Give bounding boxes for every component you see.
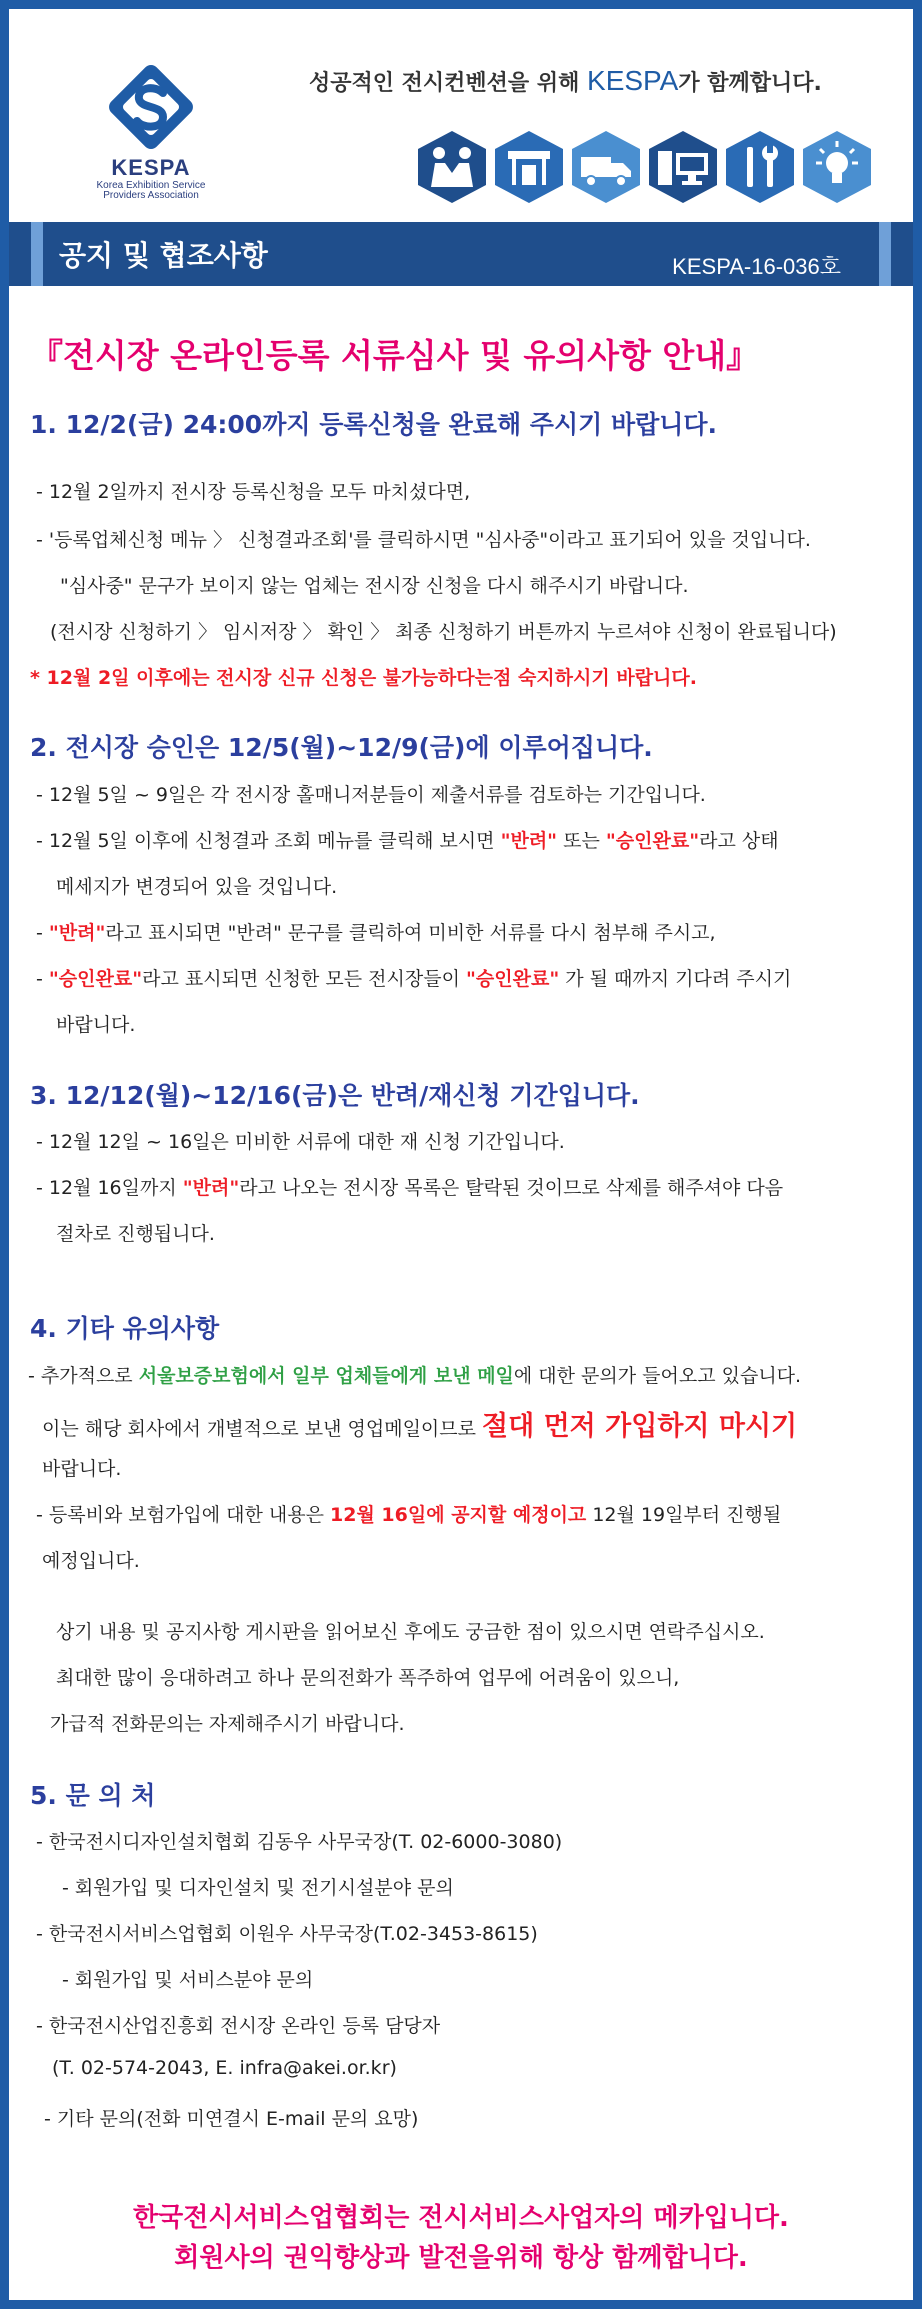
notice-code: KESPA-16-036호: [672, 254, 841, 279]
status-approved: "승인완료": [48, 968, 143, 990]
section-1-line-3: "심사중" 문구가 보이지 않는 업체는 전시장 신청을 다시 해주시기 바랍니다.: [60, 575, 689, 597]
text: 12월 19일부터 진행될: [586, 1504, 782, 1526]
section-3-line-2: [36, 1173, 783, 1200]
kespa-logo-mark-icon: [101, 57, 201, 157]
logo-subtitle-line-1: Korea Exhibition Service: [96, 180, 206, 191]
section-2-line-4: [36, 918, 716, 945]
text: 에 대한 문의가 들어오고 있습니다.: [513, 1365, 802, 1387]
slogan-brand: KESPA: [587, 65, 679, 96]
service-icons: [415, 129, 875, 205]
logo-name: KESPA: [111, 155, 191, 180]
text: 라고 표시되면 신청한 모든 전시장들이: [142, 968, 466, 990]
section-2-line-3: 메세지가 변경되어 있을 것입니다.: [56, 876, 338, 898]
text: - 등록비와 보험가입에 대한 내용은: [36, 1504, 331, 1526]
truck-icon: [569, 129, 643, 205]
section-2-line-5: [36, 964, 791, 991]
text: - 12월 16일까지: [36, 1177, 183, 1199]
text: 라고 상태: [699, 830, 779, 852]
logo-subtitle: [91, 181, 211, 201]
section-2-heading: 2. 전시장 승인은 12/5(월)~12/9(금)에 이루어집니다.: [30, 733, 653, 762]
contact-line-5: - 한국전시산업진흥회 전시장 온라인 등록 담당자: [36, 2015, 441, 2037]
status-approved: "승인완료": [605, 830, 700, 852]
section-1-warning: * 12월 2일 이후에는 전시장 신규 신청은 불가능하다는점 숙지하시기 바랍니다.: [30, 667, 697, 689]
slogan-text-end: 가 함께합니다.: [678, 71, 822, 96]
section-4-line-1: [28, 1361, 801, 1388]
notice-bar-title: 공지 및 협조사항: [59, 239, 268, 272]
section-4-line-2: [42, 1404, 797, 1443]
text: 이는 해당 회사에서 개별적으로 보낸 영업메일이므로: [42, 1418, 483, 1440]
computer-icon: [646, 129, 720, 205]
section-1-line-1: - 12월 2일까지 전시장 등록신청을 모두 마치셨다면,: [36, 481, 471, 503]
text: 가 될 때까지 기다려 주시기: [559, 968, 792, 990]
text: 또는: [557, 830, 606, 852]
handshake-icon: [415, 129, 489, 205]
section-1-line-2: - '등록업체신청 메뉴 〉 신청결과조회'를 클릭하시면 "심사중"이라고 표기되어 있을 것입니다.: [36, 529, 811, 551]
section-1-line-4: (전시장 신청하기 〉 임시저장 〉 확인 〉 최종 신청하기 버튼까지 누르셔야 신청이 완료됩니다): [50, 621, 837, 643]
highlight-red: 12월 16일에 공지할 예정이고: [330, 1504, 587, 1526]
section-4-line-5: 예정입니다.: [42, 1550, 140, 1572]
footer-line-1: 한국전시서비스업협회는 전시서비스사업자의 메카입니다.: [133, 2203, 789, 2233]
section-2-line-1: - 12월 5일 ~ 9일은 각 전시장 홀매니저분들이 제출서류를 검토하는 기간입니다.: [36, 784, 706, 806]
section-3-line-3: 절차로 진행됩니다.: [56, 1223, 215, 1245]
section-3-line-1: - 12월 12일 ~ 16일은 미비한 서류에 대한 재 신청 기간입니다.: [36, 1131, 565, 1153]
main-title: 『전시장 온라인등록 서류심사 및 유의사항 안내』: [30, 336, 760, 375]
contact-line-2: - 회원가입 및 디자인설치 및 전기시설분야 문의: [62, 1877, 454, 1899]
text: -: [36, 922, 49, 944]
booth-desk-icon: [492, 129, 566, 205]
contact-line-1: - 한국전시디자인설치협회 김동우 사무국장(T. 02-6000-3080): [36, 1831, 563, 1853]
status-rejected: "반려": [48, 922, 106, 944]
tools-icon: [723, 129, 797, 205]
section-4-line-4: [36, 1500, 781, 1527]
section-2-line-2: [36, 826, 779, 853]
text: 라고 표시되면 "반려" 문구를 클릭하여 미비한 서류를 다시 첨부해 주시고,: [105, 922, 716, 944]
section-1-heading: 1. 12/2(금) 24:00까지 등록신청을 완료해 주시기 바랍니다.: [30, 410, 718, 439]
text: - 12월 5일 이후에 신청결과 조회 메뉴를 클릭해 보시면: [36, 830, 501, 852]
section-2-line-6: 바랍니다.: [56, 1014, 136, 1036]
kespa-logo: [91, 57, 211, 207]
bar-accent-left: [31, 222, 43, 286]
text: 라고 나오는 전시장 목록은 탈락된 것이므로 삭제를 해주셔야 다음: [239, 1177, 784, 1199]
contact-line-6: (T. 02-574-2043, E. infra@akei.or.kr): [52, 2057, 397, 2079]
status-approved: "승인완료": [466, 968, 560, 990]
section-3-heading: 3. 12/12(월)~12/16(금)은 반려/재신청 기간입니다.: [30, 1081, 640, 1110]
contact-line-3: - 한국전시서비스업협회 이원우 사무국장(T.02-3453-8615): [36, 1923, 538, 1945]
slogan-text: 성공적인 전시컨벤션을 위해: [309, 71, 588, 96]
contact-line-4: - 회원가입 및 서비스분야 문의: [62, 1969, 314, 1991]
section-5-heading: 5. 문 의 처: [30, 1781, 156, 1810]
lightbulb-icon: [800, 129, 874, 205]
text: - 추가적으로: [28, 1365, 139, 1387]
notice-bar: [9, 222, 913, 286]
section-4-paragraph-2: 최대한 많이 응대하려고 하나 문의전화가 폭주하여 업무에 어려움이 있으니,: [56, 1667, 680, 1689]
highlight-warning: 절대 먼저 가입하지 마시기: [482, 1411, 798, 1442]
section-4-paragraph-1: 상기 내용 및 공지사항 게시판을 읽어보신 후에도 궁금한 점이 있으시면 연락주십시오.: [56, 1621, 765, 1643]
section-4-paragraph-3: 가급적 전화문의는 자제해주시기 바랍니다.: [50, 1713, 405, 1735]
contact-line-7: - 기타 문의(전화 미연결시 E-mail 문의 요망): [44, 2108, 419, 2130]
section-4-heading: 4. 기타 유의사항: [30, 1314, 220, 1343]
text: -: [36, 968, 49, 990]
logo-subtitle-line-2: Providers Association: [103, 190, 199, 201]
section-4-line-3: 바랍니다.: [42, 1458, 122, 1480]
highlight-green: 서울보증보험에서 일부 업체들에게 보낸 메일: [138, 1365, 514, 1387]
status-rejected: "반려": [182, 1177, 240, 1199]
bar-accent-right: [879, 222, 891, 286]
slogan: [309, 65, 822, 97]
footer-line-2: 회원사의 권익향상과 발전을위해 항상 함께합니다.: [174, 2243, 748, 2273]
status-rejected: "반려": [500, 830, 558, 852]
